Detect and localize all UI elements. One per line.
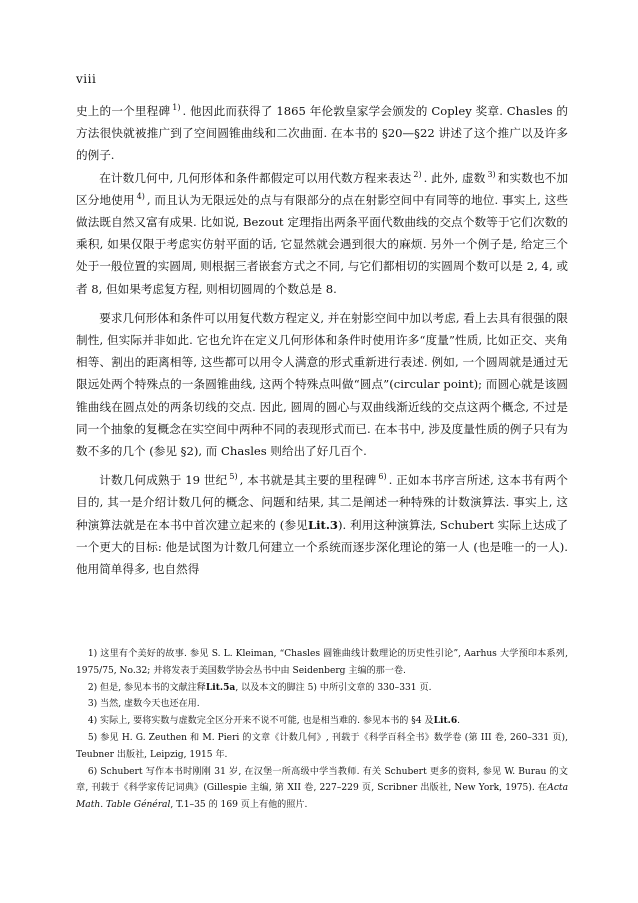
footnote-ref: 1) (172, 103, 181, 113)
footnote-4 (76, 713, 568, 730)
page-number: viii (76, 72, 97, 86)
footnote-ref: 6) (378, 472, 387, 482)
footnote-6 (76, 764, 568, 814)
paragraph (76, 100, 568, 167)
text-span: 和实数也不加区分地使用 (76, 170, 568, 207)
text-span: , 而且认为无限远处的点与有限部分的点在射影空间中有同等的地位. 事实上, 这些做法既自然又富有成果. 比如说, Bezout 定理指出两条平面代数曲线的交点个数等于它们次数的乘积, 如果仅限于考虑实仿射平面的话, 它显然就会遇到很大的麻烦. 另外一个例子是, 给定三个处于一般位置的实圆周, 则根据三者嵌套方式之不同, 与它们都相切的实圆周个数可以是 2, 4, 或者 8, 但如果考虑复方程, 则相切圆周的个数总是 8. (76, 192, 568, 296)
footnote-text: 1) 这里有个美好的故事. 参见 S. L. Kleiman, “Chasles 圆锥曲线计数理论的历史性引论”, Aarhus 大学预印本系列, 1975/75, No.32; 并将发表于美国数学协会丛书中由 Seidenberg 主编的那一卷. (76, 649, 568, 676)
footnote-text: 5) 参见 H. G. Zeuthen 和 M. Pieri 的文章《计数几何》, 刊载于《科学百科全书》数学卷 (第 III 卷, 260–331 页), Teubner 出版社, Leipzig, 1915 年. (76, 732, 568, 760)
footnote-ref: 2) (413, 169, 422, 179)
footnote-3 (76, 696, 568, 713)
footnote-text: , 以及本文的脚注 5) 中所引文章的 330–331 页. (235, 682, 432, 693)
footnote-ref: 5) (229, 472, 238, 482)
footnote-text: . (457, 716, 461, 727)
text-span: . 他因此而获得了 1865 年伦敦皇家学会颁发的 Copley 奖章. Chasles 的方法很快就被推广到了空间圆锥曲线和二次曲面. 在本书的 §20—§22 讲述了这个推广以及许多的例子. (76, 104, 568, 163)
journal-title: Acta Math. Table Général (76, 783, 568, 811)
footnote-text: 2) 但是, 参见本书的文献注释 (87, 682, 206, 693)
footnote-2 (76, 680, 568, 697)
text-span: 史上的一个里程碑 (76, 104, 171, 118)
literature-ref: Lit.6 (433, 715, 458, 727)
footnote-1 (76, 646, 568, 680)
paragraph (76, 307, 568, 462)
footnote-text: 3) 当然, 虚数今天也还在用. (87, 699, 200, 710)
paragraph (76, 167, 568, 300)
literature-ref: Lit.3 (307, 517, 338, 532)
footnote-text: , T.1–35 的 169 页上有他的照片. (170, 800, 308, 811)
text-span: 在计数几何中, 几何形体和条件都假定可以用代数方程来表达 (99, 170, 412, 185)
paragraph (76, 469, 568, 580)
text-span: 计数几何成熟于 19 世纪 (99, 473, 228, 488)
footnote-text: 6) Schubert 写作本书时刚刚 31 岁, 在汉堡一所高级中学当教师. 有关 Schubert 更多的资料, 参见 W. Burau 的文章, 刊载于《科学家传记词典》(Gillespie 主编, 第 XII 卷, 227–229 页, Scribner 出版社, New York, 1975). 在 (76, 766, 568, 794)
text-span: ). 利用这种演算法, Schubert 实际上达成了一个更大的目标: 他是试图为计数几何建立一个系统而逐步深化理论的第一人 (也是唯一的一人). 他用简单得多, 也自然得 (76, 517, 568, 577)
text-span: , 本书就是其主要的里程碑 (239, 473, 377, 488)
text-span: . 此外, 虚数 (423, 170, 486, 185)
footnote-text: 4) 实际上, 要将实数与虚数完全区分开来不说不可能, 也是相当难的. 参见本书的 §4 及 (87, 716, 434, 727)
main-text (76, 100, 568, 580)
footnote-ref: 4) (136, 191, 145, 201)
text-span: . 正如本书序言所述, 这本书有两个目的, 其一是介绍计数几何的概念、问题和结果, 其二是阐述一种特殊的计数演算法. 事实上, 这种演算法就是在本书中首次建立起来的 (参见 (76, 473, 568, 532)
text-span: 要求几何形体和条件可以用复代数方程定义, 并在射影空间中加以考虑, 看上去具有很强的限制性, 但实际并非如此. 它也允许在定义几何形体和条件时使用许多“度量”性质, 比如正交、夹角相等、割出的距离相等, 这些都可以用令人满意的形式重新进行表述. 例如, 一个圆周就是通过无限远处两个特殊点的一条圆锥曲线, 这两个特殊点叫做“圆点”(circular point); 而圆心就是该圆锥曲线在圆点处的两条切线的交点. 因此, 圆周的圆心与双曲线渐近线的交点这两个概念, 不过是同一个抽象的复概念在实空间中两种不同的表现形式而已. 在本书中, 涉及度量性质的例子只有为数不多的几个 (参见 §2), 而 Chasles 则给出了好几百个. (76, 310, 568, 459)
footnotes (76, 646, 568, 814)
footnote-5 (76, 730, 568, 764)
footnote-ref: 3) (487, 169, 496, 179)
literature-ref: Lit.5a (205, 681, 236, 693)
